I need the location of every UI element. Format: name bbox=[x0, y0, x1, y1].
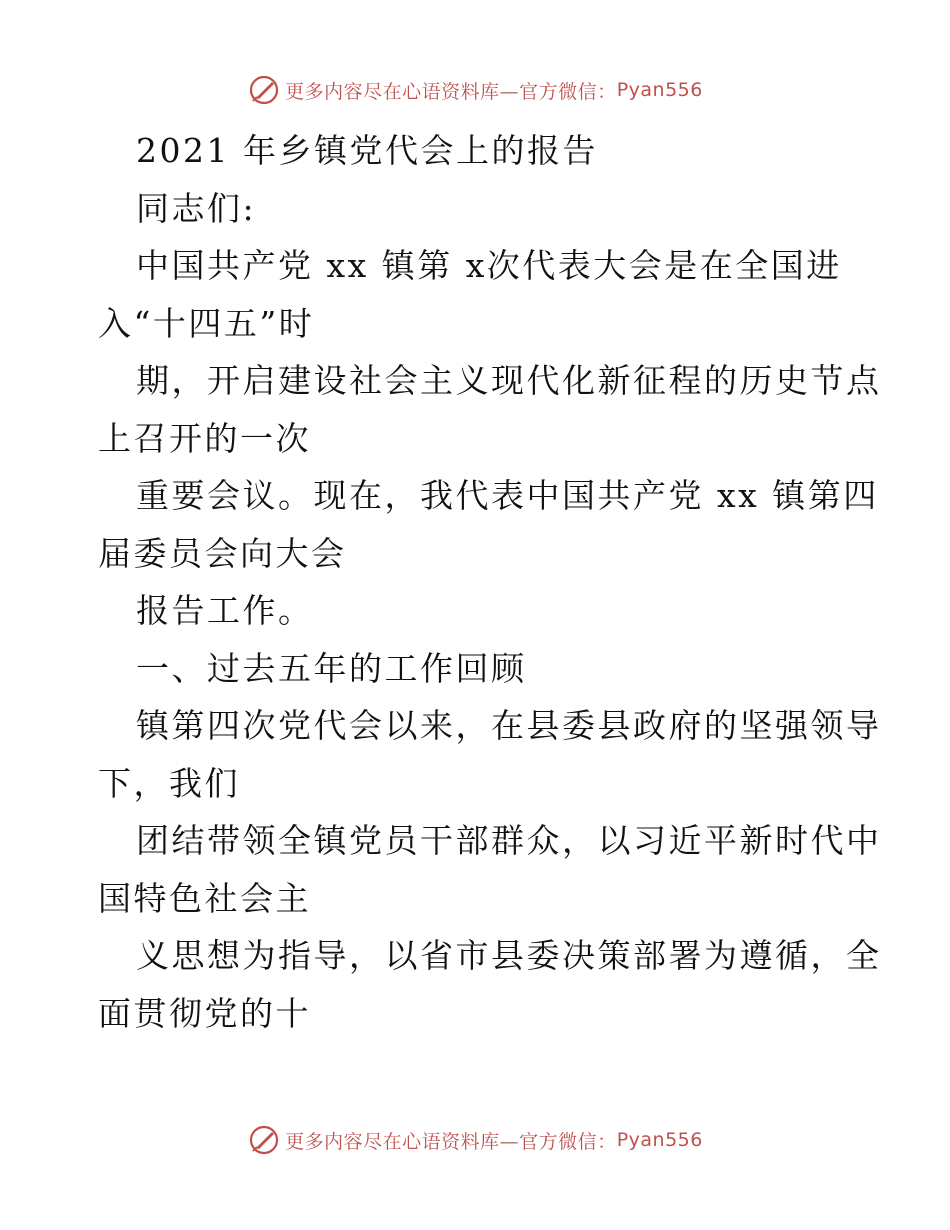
watermark-text: 更多内容尽在心语资料库—官方微信： bbox=[285, 1130, 617, 1153]
paragraph-line: 面贯彻党的十 bbox=[98, 993, 311, 1033]
paragraph-line: 中国共产党 xx 镇第 x次代表大会是在全国进 bbox=[136, 246, 842, 285]
header-watermark bbox=[0, 70, 950, 110]
watermark-wechat-id: Pyan556 bbox=[616, 79, 703, 101]
paragraph-line: 届委员会向大会 bbox=[98, 533, 347, 573]
document-title: 2021 年乡镇党代会上的报告 bbox=[136, 131, 598, 170]
paragraph-line: 义思想为指导，以省市县委决策部署为遵循，全 bbox=[136, 936, 882, 975]
section-heading: 一、过去五年的工作回顾 bbox=[136, 648, 527, 688]
document-body bbox=[98, 122, 882, 1042]
watermark-text: 更多内容尽在心语资料库—官方微信： bbox=[285, 80, 617, 103]
paragraph-line: 重要会议。现在，我代表中国共产党 xx 镇第四 bbox=[136, 476, 879, 515]
paragraph-line: 入“十四五”时 bbox=[98, 303, 315, 343]
watermark-wechat-id: Pyan556 bbox=[616, 1129, 703, 1151]
paragraph-line: 国特色社会主 bbox=[98, 878, 311, 918]
paragraph-line: 团结带领全镇党员干部群众，以习近平新时代中 bbox=[136, 821, 882, 860]
salutation: 同志们: bbox=[136, 188, 257, 228]
quill-logo-icon bbox=[247, 1123, 281, 1157]
paragraph-line: 镇第四次党代会以来，在县委县政府的坚强领导 bbox=[136, 706, 882, 745]
paragraph-line: 报告工作。 bbox=[136, 591, 314, 630]
quill-logo-icon bbox=[247, 73, 281, 107]
footer-watermark bbox=[0, 1120, 950, 1160]
paragraph-line: 期，开启建设社会主义现代化新征程的历史节点 bbox=[136, 361, 882, 400]
paragraph-line: 上召开的一次 bbox=[98, 418, 311, 458]
paragraph-line: 下，我们 bbox=[98, 763, 240, 803]
